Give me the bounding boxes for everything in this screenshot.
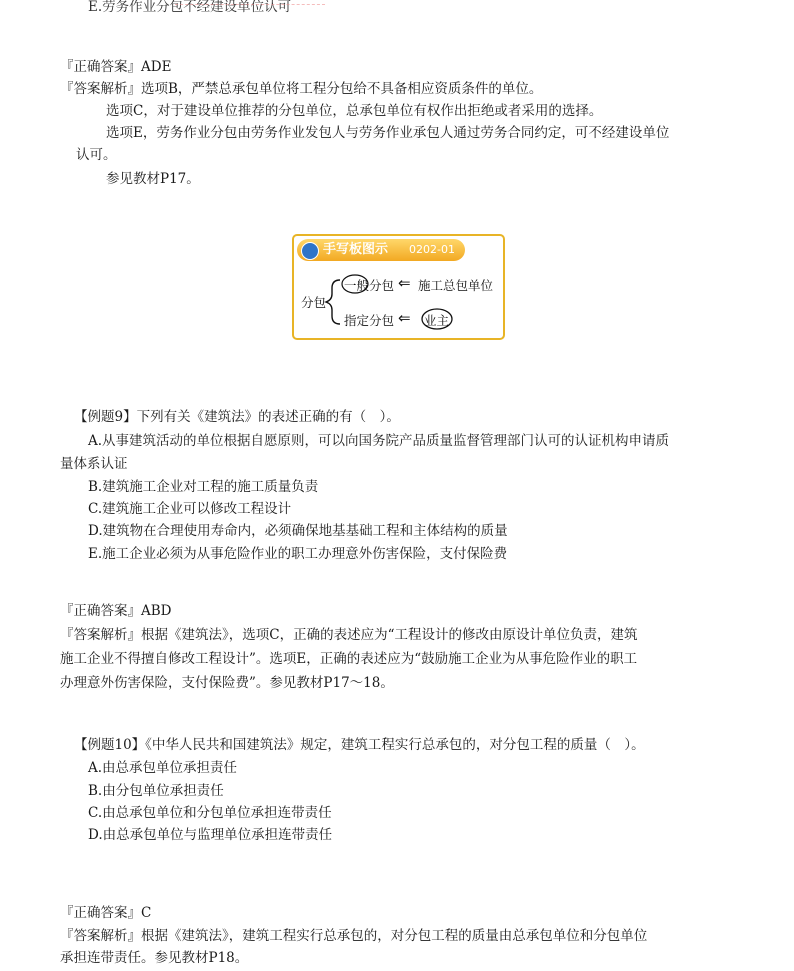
q9-stem: 【例题9】下列有关《建筑法》的表述正确的有（ ）。 — [74, 409, 400, 425]
q10-option-c: C.由总承包单位和分包单位承担连带责任 — [88, 805, 332, 821]
q9-option-c: C.建筑施工企业可以修改工程设计 — [88, 501, 292, 517]
board-branch-designated: 指定分包 — [344, 313, 395, 328]
q10-option-a: A.由总承包单位承担责任 — [88, 760, 238, 776]
handwriting-board-figure — [292, 234, 505, 340]
q9-option-a-line-2: 量体系认证 — [60, 456, 128, 472]
board-arrow-left-icon: ⇐ — [398, 274, 411, 292]
q9-analysis-line-2: 施工企业不得擅自修改工程设计”。选项E，正确的表述应为“鼓励施工企业为从事危险作业的职工 — [60, 651, 638, 667]
board-source-owner: 业主 — [424, 313, 450, 328]
prev-option-e: E.劳务作业分包不经建设单位认可 — [88, 0, 292, 15]
board-root-label: 分包 — [301, 295, 327, 310]
q10-option-d: D.由总承包单位与监理单位承担连带责任 — [88, 827, 333, 843]
board-title: 手写板图示 — [323, 242, 389, 257]
q9-analysis-line-1: 『答案解析』根据《建筑法》，选项C，正确的表述应为“工程设计的修改由原设计单位负责，建筑 — [60, 627, 638, 643]
q9-option-e: E.施工企业必须为从事危险作业的职工办理意外伤害保险，支付保险费 — [88, 546, 508, 562]
q9-option-b: B.建筑施工企业对工程的施工质量负责 — [88, 479, 319, 495]
q8-analysis-line-2: 选项C，对于建设单位推荐的分包单位，总承包单位有权作出拒绝或者采用的选择。 — [106, 103, 603, 119]
q8-analysis-line-4: 认可。 — [76, 147, 117, 163]
board-source-contractor: 施工总包单位 — [418, 278, 494, 293]
q10-stem: 【例题10】《中华人民共和国建筑法》规定，建筑工程实行总承包的，对分包工程的质量（ ）。 — [74, 737, 645, 753]
board-code: 0202-01 — [409, 243, 455, 256]
q8-analysis-line-1: 『答案解析』选项B，严禁总承包单位将工程分包给不具备相应资质条件的单位。 — [60, 81, 543, 97]
q9-analysis-line-3: 办理意外伤害保险，支付保险费”。参见教材P17～18。 — [60, 675, 394, 691]
board-arrow-left-icon: ⇐ — [398, 309, 411, 327]
q9-option-a-line-1: A.从事建筑活动的单位根据自愿原则，可以向国务院产品质量监督管理部门认可的认证机构申请质 — [88, 433, 670, 449]
q10-option-b: B.由分包单位承担责任 — [88, 783, 224, 799]
q9-correct-answer: 『正确答案』ABD — [60, 603, 172, 619]
q8-analysis-line-3: 选项E，劳务作业分包由劳务作业发包人与劳务作业承包人通过劳务合同约定，可不经建设单位 — [106, 125, 670, 141]
q10-correct-answer: 『正确答案』C — [60, 905, 152, 921]
board-branch-general: 一般分包 — [344, 278, 395, 293]
q9-option-d: D.建筑物在合理使用寿命内，必须确保地基基础工程和主体结构的质量 — [88, 523, 508, 539]
q10-analysis-line-1: 『答案解析』根据《建筑法》，建筑工程实行总承包的，对分包工程的质量由总承包单位和分包单位 — [60, 928, 648, 944]
watermark-stamp — [175, 0, 325, 5]
q8-reference: 参见教材P17。 — [106, 171, 200, 187]
q10-analysis-line-2: 承担连带责任。参见教材P18。 — [60, 950, 249, 966]
q8-correct-answer: 『正确答案』ADE — [60, 59, 172, 75]
